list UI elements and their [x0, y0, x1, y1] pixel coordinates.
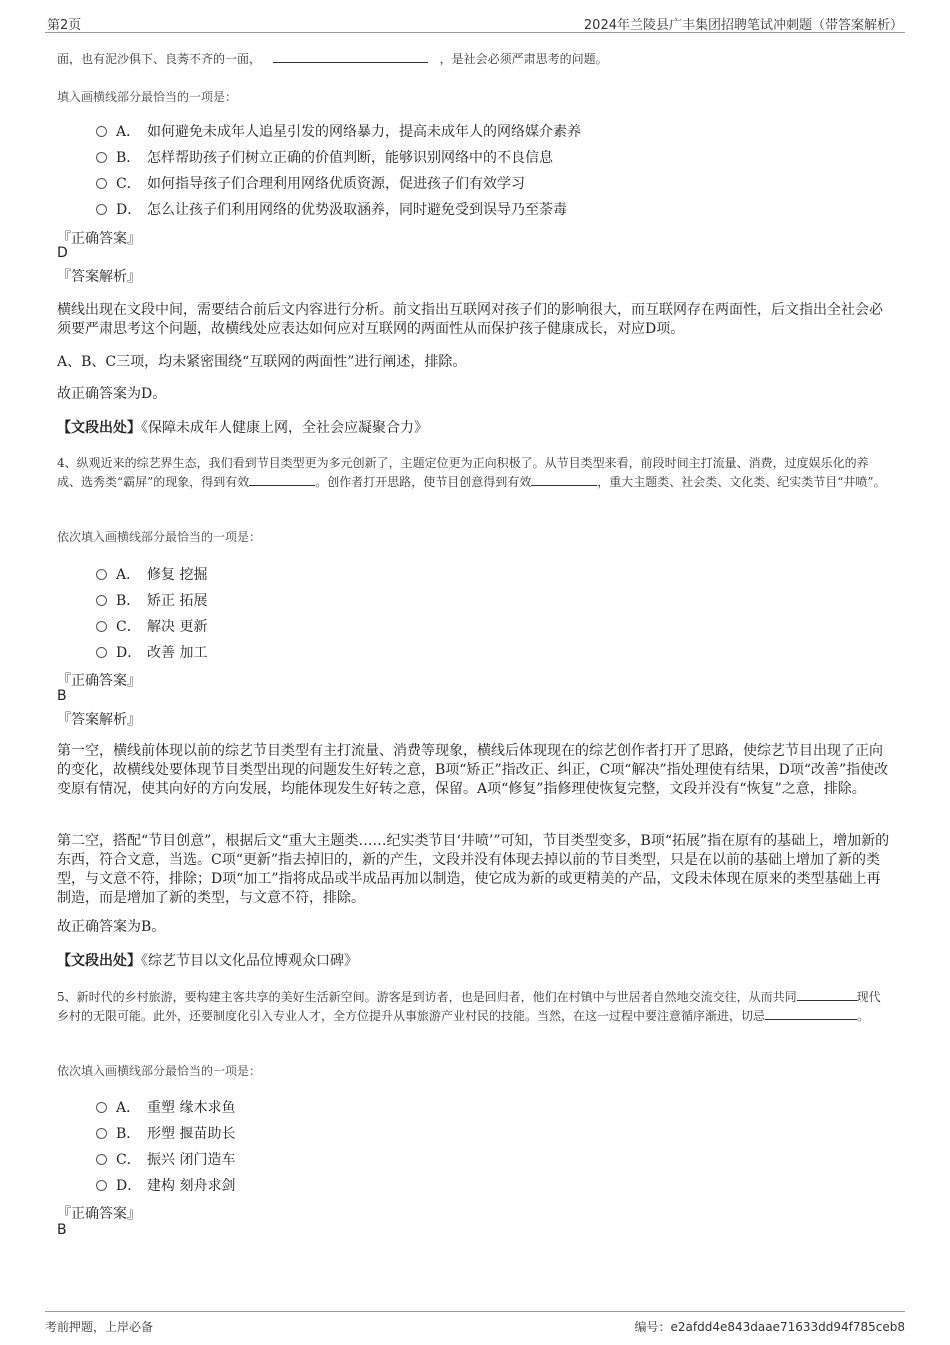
radio-icon[interactable]	[96, 1154, 107, 1165]
radio-icon[interactable]	[96, 204, 107, 215]
q4-option-c[interactable]: C． 解决 更新	[96, 615, 207, 637]
q3-analysis-tag: 『答案解析』	[57, 269, 141, 285]
q3-analysis-p1: 横线出现在文段中间，需要结合前后文内容进行分析。前文指出互联网对孩子们的影响很大，而互联网存在两面性，后文指出全社会必须要严肃思考这个问题，故横线处应表达如何应对互联网的两面性从而保护孩子健康成长，对应D项。	[57, 302, 883, 337]
radio-icon[interactable]	[96, 178, 107, 189]
page-number: 第2页	[47, 18, 82, 33]
radio-icon[interactable]	[96, 621, 107, 632]
q5-option-d[interactable]: D． 建构 刻舟求剑	[96, 1174, 235, 1196]
radio-icon[interactable]	[96, 647, 107, 658]
page-header	[45, 10, 905, 33]
q5-option-c[interactable]: C． 振兴 闭门造车	[96, 1148, 235, 1170]
q3-answer: D	[57, 245, 68, 261]
radio-icon[interactable]	[96, 569, 107, 580]
answer-blank	[273, 50, 428, 63]
radio-icon[interactable]	[96, 1102, 107, 1113]
q3-option-c[interactable]: C． 如何指导孩子们合理利用网络优质资源，促进孩子们有效学习	[96, 172, 525, 194]
q4-analysis-p2: 第二空，搭配“节目创意”，根据后文“重大主题类……纪实类节目‘井喷’”可知，节目类型变多，B项“拓展”指在原有的基础上，增加新的东西，符合文意，当选。C项“更新”指去掉旧的，新的产生，文段并没有体现去掉以前的节目类型，只是在以前的基础上增加了新的类型，与文意不符，排除；D项“加工”指将成品或半成品再加以制造，使它成为新的或更精美的产品，文段未体现在原来的类型基础上再制造，而是增加了新的类型，与文意不符，排除。	[57, 833, 890, 906]
q5-answer: B	[57, 1222, 67, 1238]
q3-option-d[interactable]: D． 怎么让孩子们利用网络的优势汲取涵养，同时避免受到误导乃至荼毒	[96, 198, 567, 220]
q4-option-b[interactable]: B． 矫正 拓展	[96, 589, 207, 611]
q4-answer-tag: 『正确答案』	[57, 673, 141, 689]
document-id: 编号：e2afdd4e843daae71633dd94f785ceb8	[634, 1320, 905, 1334]
answer-blank	[765, 1007, 857, 1020]
q3-option-a[interactable]: A． 如何避免未成年人追星引发的网络暴力，提高未成年人的网络媒介素养	[96, 120, 581, 142]
q5-prompt: 依次填入画横线部分最恰当的一项是：	[57, 1064, 262, 1078]
answer-blank	[531, 473, 597, 486]
radio-icon[interactable]	[96, 152, 107, 163]
q4-source: 【文段出处】《综艺节目以文化品位博观众口碑》	[57, 953, 358, 969]
radio-icon[interactable]	[96, 1128, 107, 1139]
q4-option-d[interactable]: D． 改善 加工	[96, 641, 207, 663]
q4-prompt: 依次填入画横线部分最恰当的一项是：	[57, 530, 262, 544]
q3-analysis-p2: A、B、C三项，均未紧密围绕“互联网的两面性”进行阐述，排除。	[57, 354, 467, 370]
q4-analysis-p3: 故正确答案为B。	[57, 919, 166, 935]
q5-option-b[interactable]: B． 形塑 揠苗助长	[96, 1122, 235, 1144]
radio-icon[interactable]	[96, 1180, 107, 1191]
q3-option-b[interactable]: B． 怎样帮助孩子们树立正确的价值判断，能够识别网络中的不良信息	[96, 146, 553, 168]
q5-stem: 5、新时代的乡村旅游，要构建主客共享的美好生活新空间。游客是到访者，也是回归者，他们在村镇中与世居者自然地交流交往，从而共同 现代乡村的无限可能。此外，还要制度化引入专业人才，全方位提升从事旅游产业村民的技能。当然，在这一过程中要注意循序渐进，切忌 。	[57, 990, 881, 1023]
q5-option-a[interactable]: A． 重塑 缘木求鱼	[96, 1096, 235, 1118]
document-title: 2024年兰陵县广丰集团招聘笔试冲刺题（带答案解析）	[583, 18, 903, 33]
q4-analysis-p1: 第一空，横线前体现以前的综艺节目类型有主打流量、消费等现象，横线后体现现在的综艺创作者打开了思路，使综艺节目出现了正向的变化，故横线处要体现节目类型出现的问题发生好转之意，B项“矫正”指改正、纠正，C项“解决”指处理使有结果，D项“改善”指使改变原有情况，使其向好的方向发展，均能体现发生好转之意，保留。A项“修复”指修理使恢复完整，文段并没有“恢复”之意，排除。	[57, 743, 889, 797]
footer-slogan: 考前押题，上岸必备	[45, 1320, 154, 1334]
q4-stem: 4、纵观近来的综艺界生态，我们看到节目类型更为多元创新了，主题定位更为正向积极了。从节目类型来看，前段时间主打流量、消费，过度娱乐化的养成、选秀类“霸屏”的现象，得到有效 。创作者打开思路，使节目创意得到有效 ，重大主题类、社会类、文化类、纪实类节目“井喷”。	[57, 456, 886, 489]
q3-answer-tag: 『正确答案』	[57, 231, 141, 247]
q5-answer-tag: 『正确答案』	[57, 1206, 141, 1222]
q4-option-a[interactable]: A． 修复 挖掘	[96, 563, 207, 585]
q3-prompt: 填入画横线部分最恰当的一项是：	[57, 90, 238, 104]
answer-blank	[797, 988, 857, 1001]
q4-analysis-tag: 『答案解析』	[57, 712, 141, 728]
q3-stem-tail: 面，也有泥沙俱下、良莠不齐的一面， ，是社会必须严肃思考的问题。	[57, 52, 608, 66]
radio-icon[interactable]	[96, 595, 107, 606]
q4-answer: B	[57, 688, 67, 704]
radio-icon[interactable]	[96, 126, 107, 137]
answer-blank	[249, 473, 315, 486]
q3-source: 【文段出处】《保障未成年人健康上网，全社会应凝聚合力》	[57, 420, 428, 436]
q3-analysis-p3: 故正确答案为D。	[57, 386, 167, 402]
page-footer	[45, 1311, 905, 1336]
